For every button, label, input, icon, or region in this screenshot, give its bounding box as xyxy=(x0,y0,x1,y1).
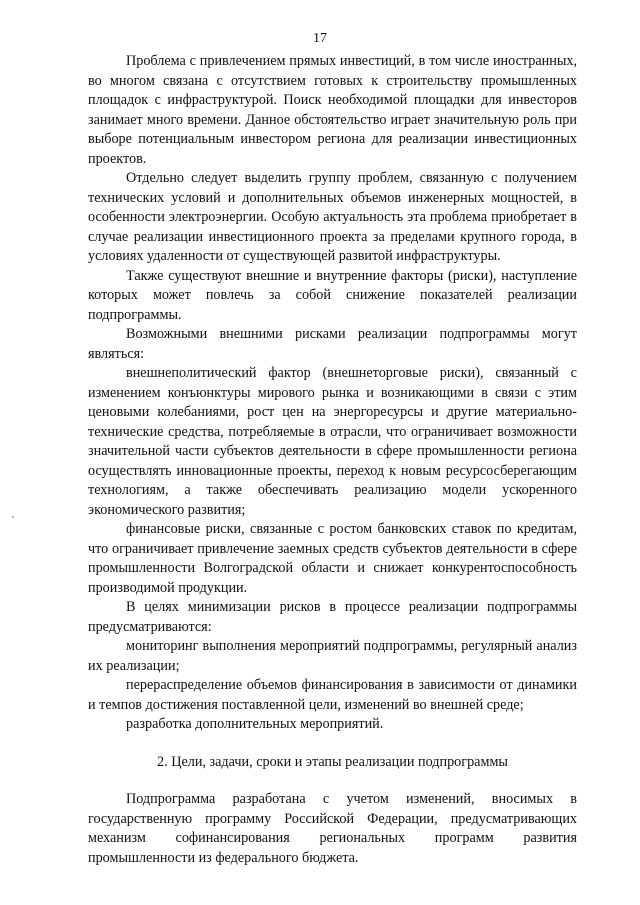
paragraph-subprogram-basis: Подпрограмма разработана с учетом изменений, вносимых в государственную программу Российской Федерации, предусматривающих механизм софинансирования региональных программ развития промышленности из федерального бюджета. xyxy=(88,791,577,866)
paragraph-redistribution: перераспределение объемов финансирования в зависимости от динамики и темпов достижения поставленной цели, изменений во внешней среде; xyxy=(88,677,577,713)
paragraph-investment-problem: Проблема с привлечением прямых инвестиций, в том числе иностранных, во многом связана с отсутствием готовых к строительству промышленных площадок с инфраструктурой. Поиск необходимой площадки для инвесторов занимает много времени. Данное обстоятельство играет значительную роль при выборе потенциальным инвестором региона для реализации инвестиционных проектов. xyxy=(88,53,577,167)
paragraph-monitoring: мониторинг выполнения мероприятий подпрограммы, регулярный анализ их реализации; xyxy=(88,638,577,674)
paragraph-political-risk: внешнеполитический фактор (внешнеторговые риски), связанный с изменением конъюнктуры мирового рынка и возникающими в связи с этим ценовыми колебаниями, рост цен на энергоресурсы и другие материально-технические средства, потребляемые в отрасли, что ограничивает возможности значительной части субъектов деятельности в сфере промышленности региона осуществлять инновационные проекты, переход к новым ресурсосберегающим технологиям, а также обеспечивать реализацию модели ускоренного экономического развития; xyxy=(88,365,577,518)
paragraph-risk-mitigation-intro: В целях минимизации рисков в процессе реализации подпрограммы предусматриваются: xyxy=(88,599,577,635)
paragraph-external-risks-intro: Возможными внешними рисками реализации подпрограммы могут являться: xyxy=(88,326,577,362)
scan-margin-mark xyxy=(12,516,14,518)
paragraph-additional-measures: разработка дополнительных мероприятий. xyxy=(126,716,384,732)
document-body xyxy=(88,52,577,868)
paragraph-financial-risk: финансовые риски, связанные с ростом банковских ставок по кредитам, что ограничивает привлечение заемных средств субъектов деятельности в сфере промышленности Волгоградской области и снижает конкурентоспособность производимой продукции. xyxy=(88,521,577,596)
paragraph-risk-factors: Также существуют внешние и внутренние факторы (риски), наступление которых может повлечь за собой снижение показателей реализации подпрограммы. xyxy=(88,267,577,323)
section-heading: 2. Цели, задачи, сроки и этапы реализации подпрограммы xyxy=(157,753,508,770)
page-number: 17 xyxy=(313,31,327,46)
paragraph-technical-conditions: Отдельно следует выделить группу проблем, связанную с получением технических условий и дополнительных объемов инженерных мощностей, в особенности электроэнергии. Особую актуальность эта проблема приобретает в случае реализации инвестиционного проекта за пределами крупного города, в условиях удаленности от существующей развитой инфраструктуры. xyxy=(88,170,577,264)
